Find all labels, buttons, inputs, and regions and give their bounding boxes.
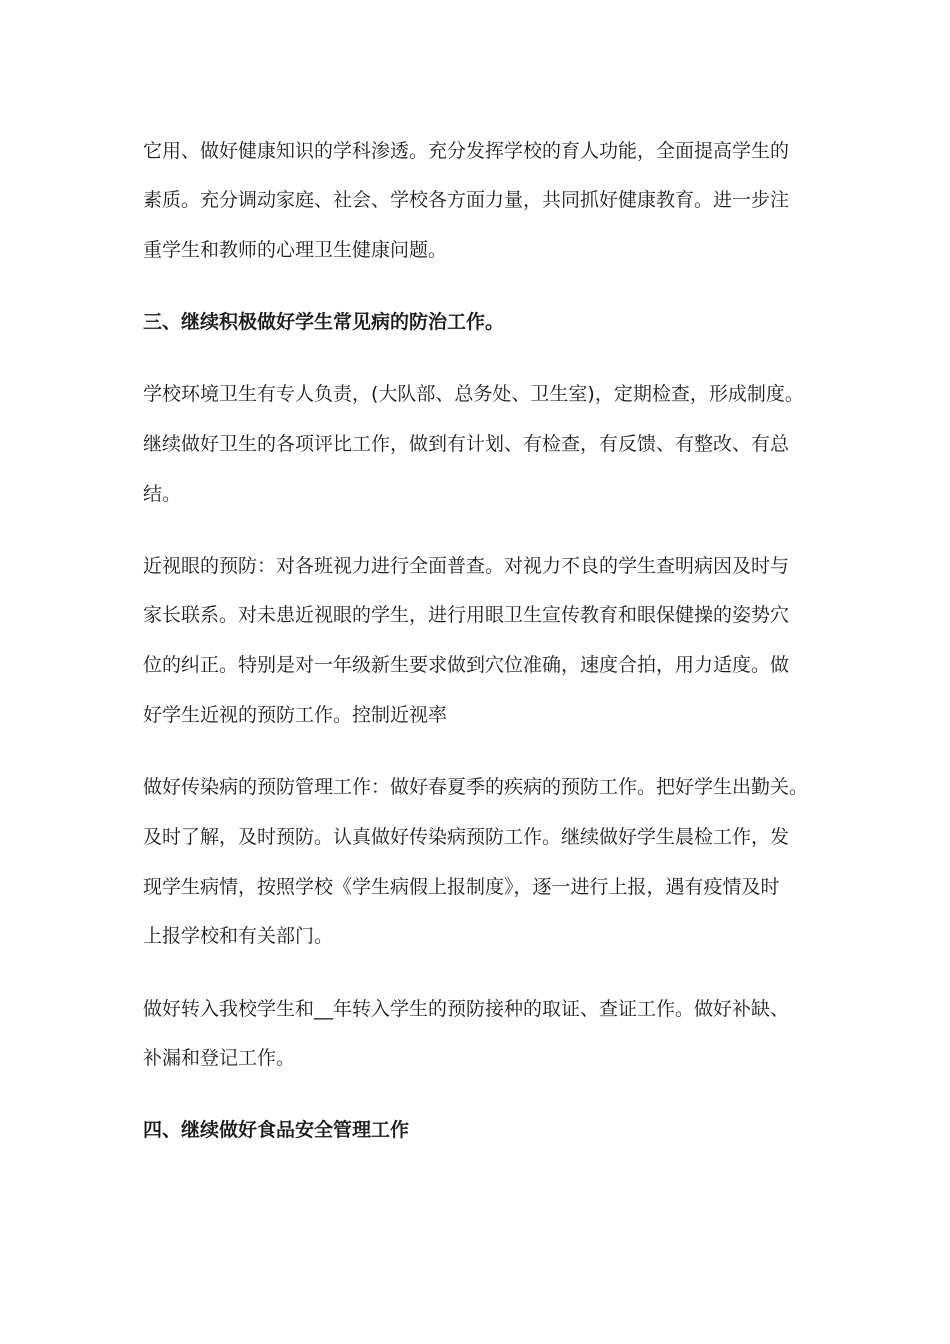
paragraph-line-13: 及时了解，及时预防。认真做好传染病预防工作。继续做好学生晨检工作，发 xyxy=(143,826,790,848)
paragraph-line-11: 好学生近视的预防工作。控制近视率 xyxy=(143,704,448,726)
paragraph-line-9: 家长联系。对未患近视眼的学生，进行用眼卫生宣传教育和眼保健操的姿势穴 xyxy=(143,604,790,626)
paragraph-line-7: 结。 xyxy=(143,483,182,505)
paragraph-line-15: 上报学校和有关部门。 xyxy=(143,925,334,947)
paragraph-line-16: 做好转入我校学生和__年转入学生的预防接种的取证、查证工作。做好补缺、 xyxy=(143,998,790,1020)
paragraph-line-6: 继续做好卫生的各项评比工作，做到有计划、有检查，有反馈、有整改、有总 xyxy=(143,433,790,455)
paragraph-line-3: 重学生和教师的心理卫生健康问题。 xyxy=(143,239,448,261)
paragraph-line-10: 位的纠正。特别是对一年级新生要求做到穴位准确，速度合拍，用力适度。做 xyxy=(143,654,790,676)
paragraph-line-2: 素质。充分调动家庭、社会、学校各方面力量，共同抓好健康教育。进一步注 xyxy=(143,189,790,211)
paragraph-line-8: 近视眼的预防：对各班视力进行全面普查。对视力不良的学生查明病因及时与 xyxy=(143,555,790,577)
paragraph-line-17: 补漏和登记工作。 xyxy=(143,1047,296,1069)
paragraph-line-1: 它用、做好健康知识的学科渗透。充分发挥学校的育人功能，全面提高学生的 xyxy=(143,140,790,162)
section-heading-4: 四、继续做好食品安全管理工作 xyxy=(143,1119,410,1141)
section-heading-3: 三、继续积极做好学生常见病的防治工作。 xyxy=(143,311,505,333)
paragraph-line-12: 做好传染病的预防管理工作：做好春夏季的疾病的预防工作。把好学生出勤关。 xyxy=(143,776,809,798)
paragraph-line-14: 现学生病情，按照学校《学生病假上报制度》，逐一进行上报，遇有疫情及时 xyxy=(143,876,780,898)
paragraph-line-5: 学校环境卫生有专人负责，(大队部、总务处、卫生室)，定期检查，形成制度。 xyxy=(143,383,804,405)
